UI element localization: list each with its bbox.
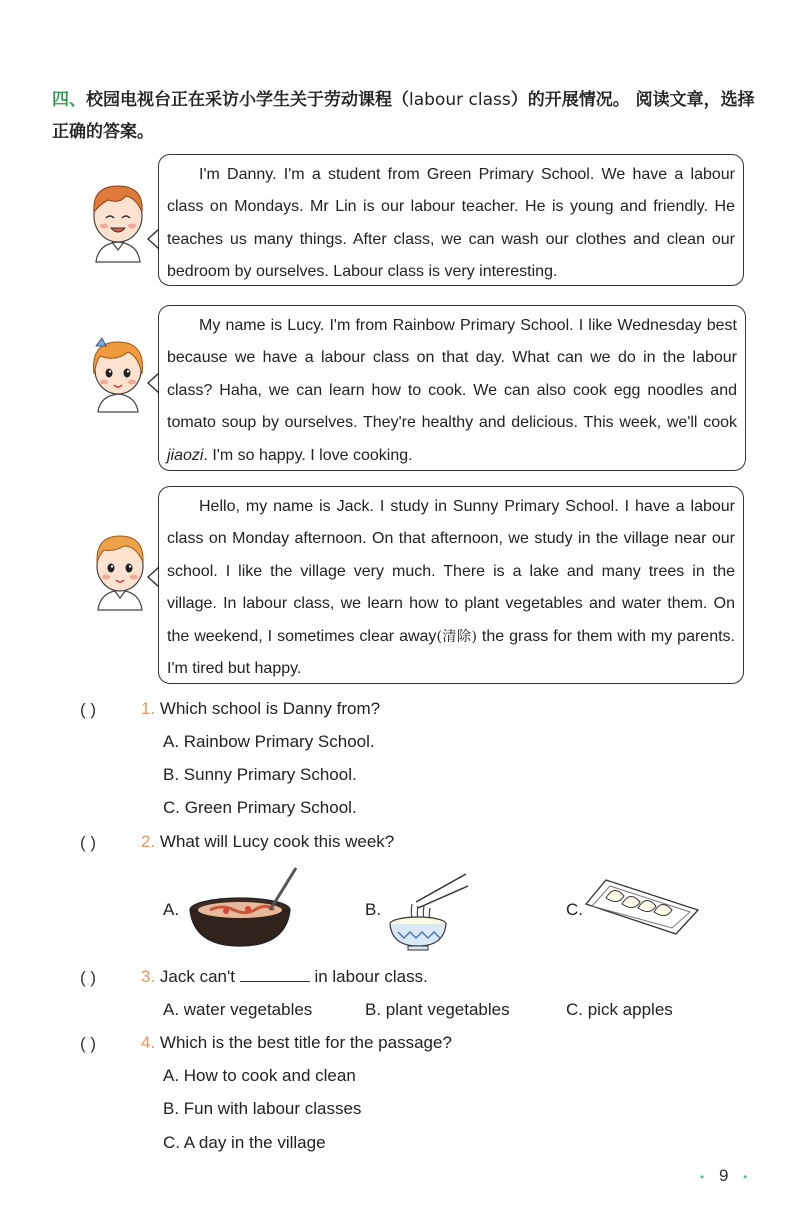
lucy-text-before: My name is Lucy. I'm from Rainbow Primary School. I like Wednesday best because we have a labour class on that day. What can we do in the labour class? Haha, we can learn how to cook. We can also cook egg noodles and tomato soup by ourselves. They're healthy and delicious. This week, we'll cook [167,317,737,432]
jiaozi-plate-icon [584,876,700,936]
q3-fill-blank[interactable] [240,967,310,982]
q1-option-b[interactable]: B. Sunny Primary School. [163,765,357,784]
q3-answer-blank[interactable]: ( ) [80,968,97,987]
lucy-text-italic: jiaozi [167,446,204,464]
danny-avatar-icon [82,178,154,264]
jack-gloss: (清除) [436,628,477,645]
q4-number: 4. [141,1033,156,1052]
page-dot-right: • [743,1170,748,1184]
jack-text-after: the grass for them with my parents. I'm tired but happy. [167,627,735,678]
section-heading [52,84,764,148]
jack-speech-bubble [158,486,744,684]
heading-text-before: 校园电视台正在采访小学生关于劳动课程（ [86,90,409,110]
page-number-value: 9 [718,1166,729,1185]
lucy-passage-text [167,310,737,472]
q2-option-c-label[interactable]: C. [566,900,583,919]
q3-option-a[interactable]: A. water vegetables [163,1000,313,1019]
q1-option-a[interactable]: A. Rainbow Primary School. [163,732,375,751]
q2-option-a-label[interactable]: A. [163,900,180,919]
danny-passage-text: I'm Danny. I'm a student from Green Primary School. We have a labour class on Mondays. Mr Lin is our labour teacher. He is young and friendly. He teaches us many things. After class, we can wash our clothes and clean our bedroom by ourselves. Labour class is very interesting. [167,166,735,281]
q4-option-b[interactable]: B. Fun with labour classes [163,1099,362,1118]
q3-text-before: Jack can't [159,967,235,986]
q4-option-c[interactable]: C. A day in the village [163,1133,326,1152]
lucy-speech-bubble [158,305,746,471]
q1-text: Which school is Danny from? [159,699,381,718]
lucy-avatar-icon [82,332,154,414]
lucy-text-after: . I'm so happy. I love cooking. [203,446,413,464]
q1-number: 1. [141,699,156,718]
q4-answer-blank[interactable]: ( ) [80,1034,97,1053]
heading-text-after: ）的开展情况。 阅读文章，选择正确的答案。 [52,90,755,142]
jack-passage-text [167,491,735,685]
section-number: 四、 [52,90,86,110]
q4-option-a[interactable]: A. How to cook and clean [163,1066,356,1085]
q2-number: 2. [141,832,156,851]
q4-text: Which is the best title for the passage? [159,1033,452,1052]
q3-text-after: in labour class. [314,967,428,986]
question-1 [141,698,380,720]
q1-option-c[interactable]: C. Green Primary School. [163,798,357,817]
tomato-soup-bowl-icon [188,866,300,948]
q3-option-c[interactable]: C. pick apples [566,1000,673,1019]
q3-number: 3. [141,967,156,986]
jack-avatar-icon [84,528,156,612]
question-2 [141,831,394,853]
danny-speech-bubble [158,154,744,286]
noodles-bowl-icon [386,872,472,952]
jack-text-before: Hello, my name is Jack. I study in Sunny Primary School. I have a labour class on Monday afternoon. On that afternoon, we study in the village near our school. I like the village very much. There is a lake and many trees in the village. In labour class, we learn how to plant vegetables and water them. On the weekend, I sometimes clear away [167,498,735,645]
question-4 [141,1032,452,1054]
page-number [700,1166,747,1186]
q2-option-b-label[interactable]: B. [365,900,382,919]
question-3 [141,966,428,988]
q2-answer-blank[interactable]: ( ) [80,833,97,852]
page-dot-left: • [700,1170,705,1184]
q3-option-b[interactable]: B. plant vegetables [365,1000,510,1019]
heading-text-en: labour class [409,90,511,110]
q2-text: What will Lucy cook this week? [159,832,395,851]
q1-answer-blank[interactable]: ( ) [80,700,97,719]
